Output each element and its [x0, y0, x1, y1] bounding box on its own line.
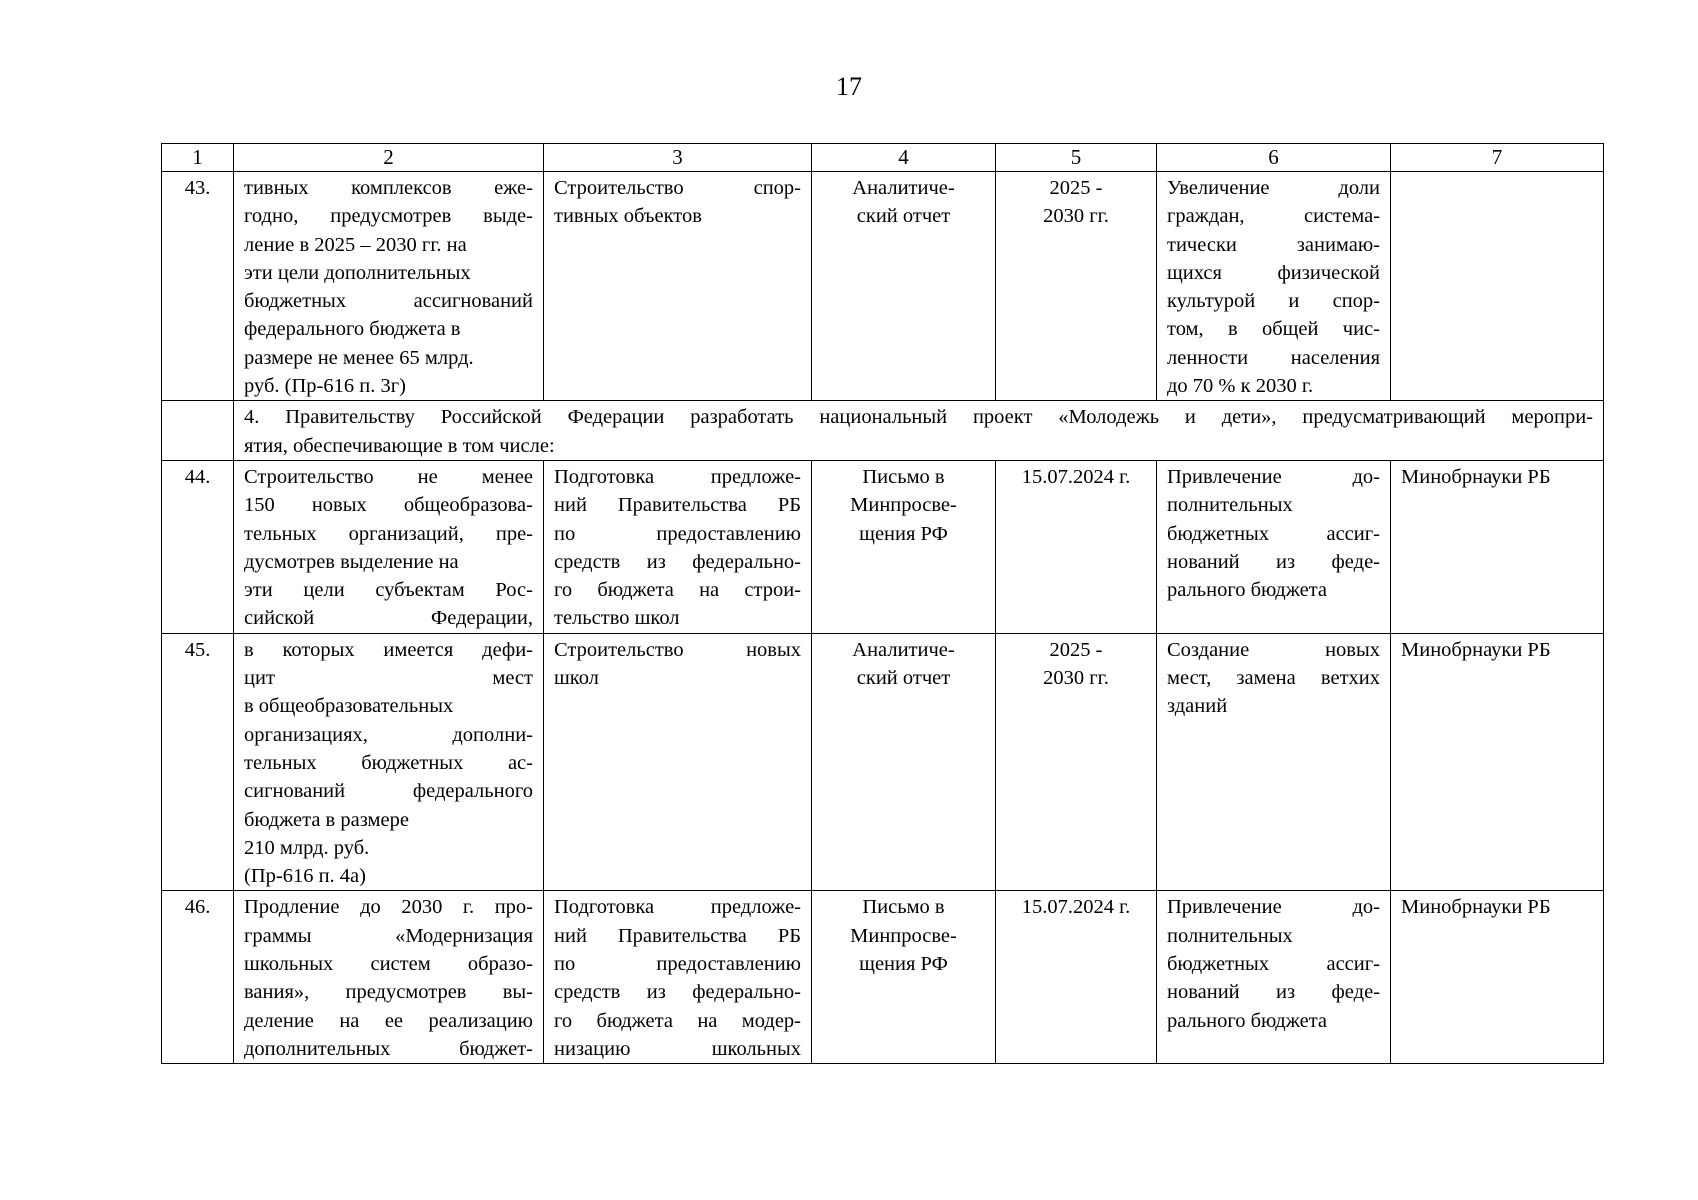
document-cell: Аналитиче- ский отчет	[812, 633, 996, 891]
result-cell: Привлечение до- полнительных бюджетных ассиг- нований из феде- рального бюджета	[1157, 460, 1391, 633]
deadline-cell: 2025 - 2030 гг.	[996, 172, 1157, 401]
header-cell: 7	[1391, 144, 1604, 172]
table-row	[162, 460, 1604, 633]
responsible-cell	[1391, 172, 1604, 401]
table-header-row	[162, 144, 1604, 172]
row-number: 43.	[162, 172, 234, 401]
responsible-cell: Минобрнауки РБ	[1391, 633, 1604, 891]
header-cell: 1	[162, 144, 234, 172]
result-cell: Привлечение до- полнительных бюджетных ассиг- нований из феде- рального бюджета	[1157, 891, 1391, 1064]
document-cell: Аналитиче- ский отчет	[812, 172, 996, 401]
document-cell: Письмо в Минпросве- щения РФ	[812, 460, 996, 633]
table-row	[162, 633, 1604, 891]
header-cell: 5	[996, 144, 1157, 172]
measure-cell: Строительство не менее 150 новых общеобразова- тельных организаций, пре- дусмотрев выделение на эти цели субъектам Рос- сийской Федерации,	[234, 460, 544, 633]
document-cell: Письмо в Минпросве- щения РФ	[812, 891, 996, 1064]
responsible-cell: Минобрнауки РБ	[1391, 460, 1604, 633]
responsible-cell: Минобрнауки РБ	[1391, 891, 1604, 1064]
header-cell: 4	[812, 144, 996, 172]
row-number: 46.	[162, 891, 234, 1064]
result-cell: Увеличение доли граждан, система- тически занимаю- щихся физической культурой и спор- том, в общей чис- ленности населения до 70 % к 2030 г.	[1157, 172, 1391, 401]
table-row	[162, 891, 1604, 1064]
deadline-cell: 2025 - 2030 гг.	[996, 633, 1157, 891]
deadline-cell: 15.07.2024 г.	[996, 460, 1157, 633]
action-cell: Строительство спор- тивных объектов	[544, 172, 812, 401]
action-cell: Строительство новых школ	[544, 633, 812, 891]
result-cell: Создание новых мест, замена ветхих зданий	[1157, 633, 1391, 891]
header-cell: 3	[544, 144, 812, 172]
row-number: 45.	[162, 633, 234, 891]
action-cell: Подготовка предложе- ний Правительства РБ по предоставлению средств из федерально- го бюджета на строи- тельство школ	[544, 460, 812, 633]
deadline-cell: 15.07.2024 г.	[996, 891, 1157, 1064]
measure-cell: в которых имеется дефи- цит мест в общеобразовательных организациях, дополни- тельных бюджетных ас- сигнований федерального бюджета в размере 210 млрд. руб. (Пр-616 п. 4а)	[234, 633, 544, 891]
page-number: 17	[836, 72, 862, 101]
row-number: 44.	[162, 460, 234, 633]
section-empty-cell	[162, 401, 234, 461]
table-row	[162, 172, 1604, 401]
measure-cell: тивных комплексов еже- годно, предусмотрев выде- ление в 2025 – 2030 гг. на эти цели дополнительных бюджетных ассигнований федерального бюджета в размере не менее 65 млрд. руб. (Пр-616 п. 3г)	[234, 172, 544, 401]
header-cell: 2	[234, 144, 544, 172]
section-heading: 4. Правительству Российской Федерации разработать национальный проект «Молодежь и дети», предусматривающий меропри- ятия, обеспечивающие в том числе:	[234, 401, 1604, 461]
action-cell: Подготовка предложе- ний Правительства РБ по предоставлению средств из федерально- го бюджета на модер- низацию школьных	[544, 891, 812, 1064]
section-row	[162, 401, 1604, 461]
measures-table	[161, 143, 1604, 1064]
measure-cell: Продление до 2030 г. про- граммы «Модернизация школьных систем образо- вания», предусмотрев вы- деление на ее реализацию дополнительных бюджет-	[234, 891, 544, 1064]
header-cell: 6	[1157, 144, 1391, 172]
